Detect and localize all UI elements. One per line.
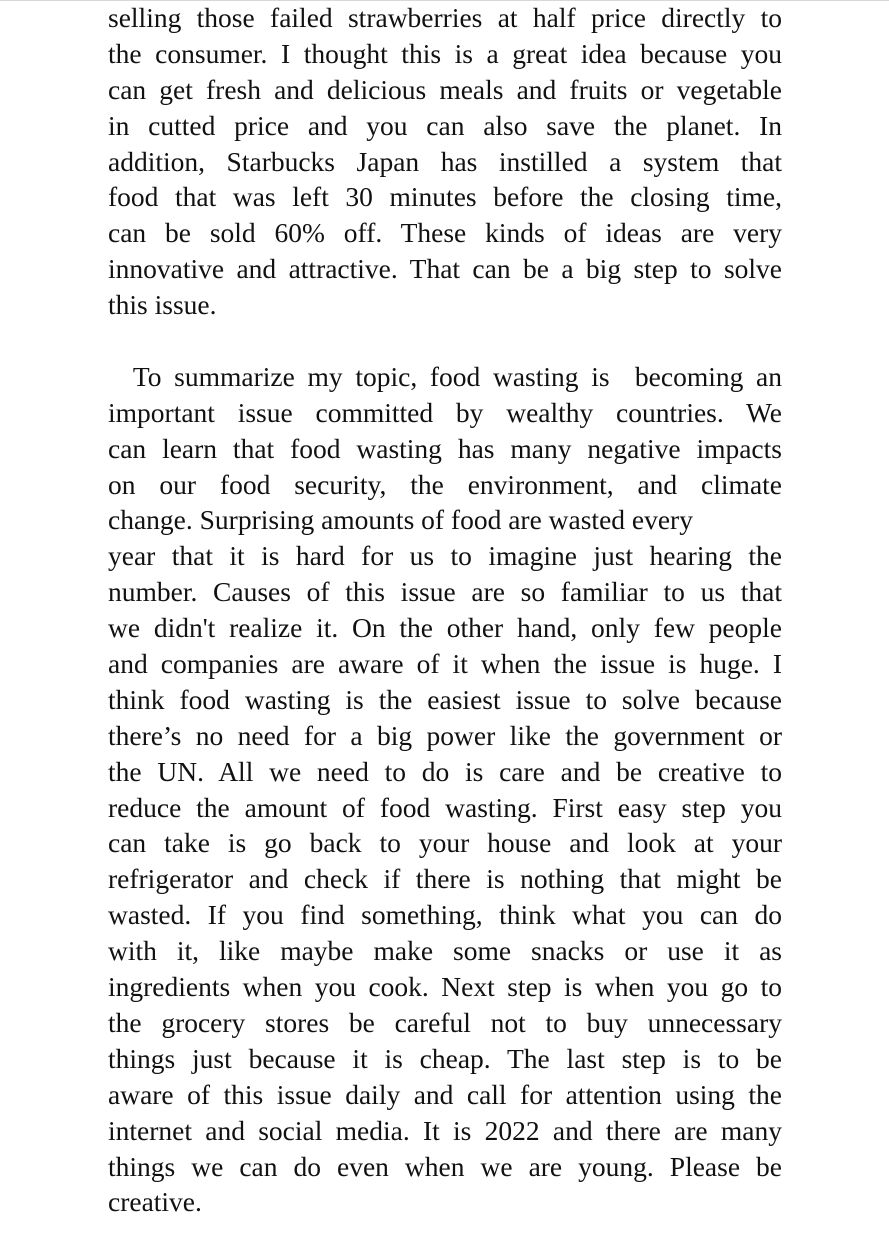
- text-line: reduce the amount of food wasting. First easy step you: [108, 791, 782, 823]
- text-line: there’s no need for a big power like the government or: [108, 719, 782, 751]
- text-line: year that it is hard for us to imagine just hearing the: [108, 540, 782, 572]
- text-line: innovative and attractive. That can be a big step to solve: [108, 253, 782, 285]
- paragraph-gap: [108, 323, 782, 359]
- text-line: can learn that food wasting has many negative impacts: [108, 432, 782, 464]
- text-line: the UN. All we need to do is care and be creative to: [108, 755, 782, 787]
- text-line: refrigerator and check if there is nothing that might be: [108, 863, 782, 895]
- text-line: number. Causes of this issue are so familiar to us that: [108, 576, 782, 608]
- text-line: this issue.: [108, 289, 217, 321]
- text-line: can be sold 60% off. These kinds of ideas are very: [108, 217, 782, 249]
- text-line: things just because it is cheap. The last step is to be: [108, 1042, 782, 1074]
- text-line: with it, like maybe make some snacks or use it as: [108, 935, 782, 967]
- text-line: think food wasting is the easiest issue to solve because: [108, 683, 782, 715]
- text-line: creative.: [108, 1186, 202, 1218]
- text-line: the grocery stores be careful not to buy unnecessary: [108, 1006, 782, 1038]
- text-line: addition, Starbucks Japan has instilled a system that: [108, 145, 782, 177]
- text-line: things we can do even when we are young. Please be: [108, 1150, 782, 1182]
- paragraph: [108, 0, 782, 323]
- text-line: we didn't realize it. On the other hand, only few people: [108, 612, 782, 644]
- text-line: important issue committed by wealthy countries. We: [108, 396, 782, 428]
- document-body: [108, 0, 782, 1220]
- text-line: internet and social media. It is 2022 and there are many: [108, 1114, 782, 1146]
- text-line: aware of this issue daily and call for attention using the: [108, 1078, 782, 1110]
- paragraph: [108, 359, 782, 1220]
- text-line: in cutted price and you can also save the planet. In: [108, 109, 782, 141]
- text-line: can take is go back to your house and look at your: [108, 827, 782, 859]
- text-line: food that was left 30 minutes before the closing time,: [108, 181, 782, 213]
- text-line: change. Surprising amounts of food are wasted every: [108, 504, 693, 536]
- text-line: ingredients when you cook. Next step is when you go to: [108, 971, 782, 1003]
- text-line: wasted. If you find something, think what you can do: [108, 899, 782, 931]
- text-line: and companies are aware of it when the issue is huge. I: [108, 648, 782, 680]
- text-line: the consumer. I thought this is a great idea because you: [108, 37, 782, 69]
- text-line: on our food security, the environment, and climate: [108, 468, 782, 500]
- text-line: can get fresh and delicious meals and fruits or vegetable: [108, 73, 782, 105]
- text-line: selling those failed strawberries at half price directly to: [108, 2, 782, 33]
- text-line: To summarize my topic, food wasting is becoming an: [108, 360, 782, 392]
